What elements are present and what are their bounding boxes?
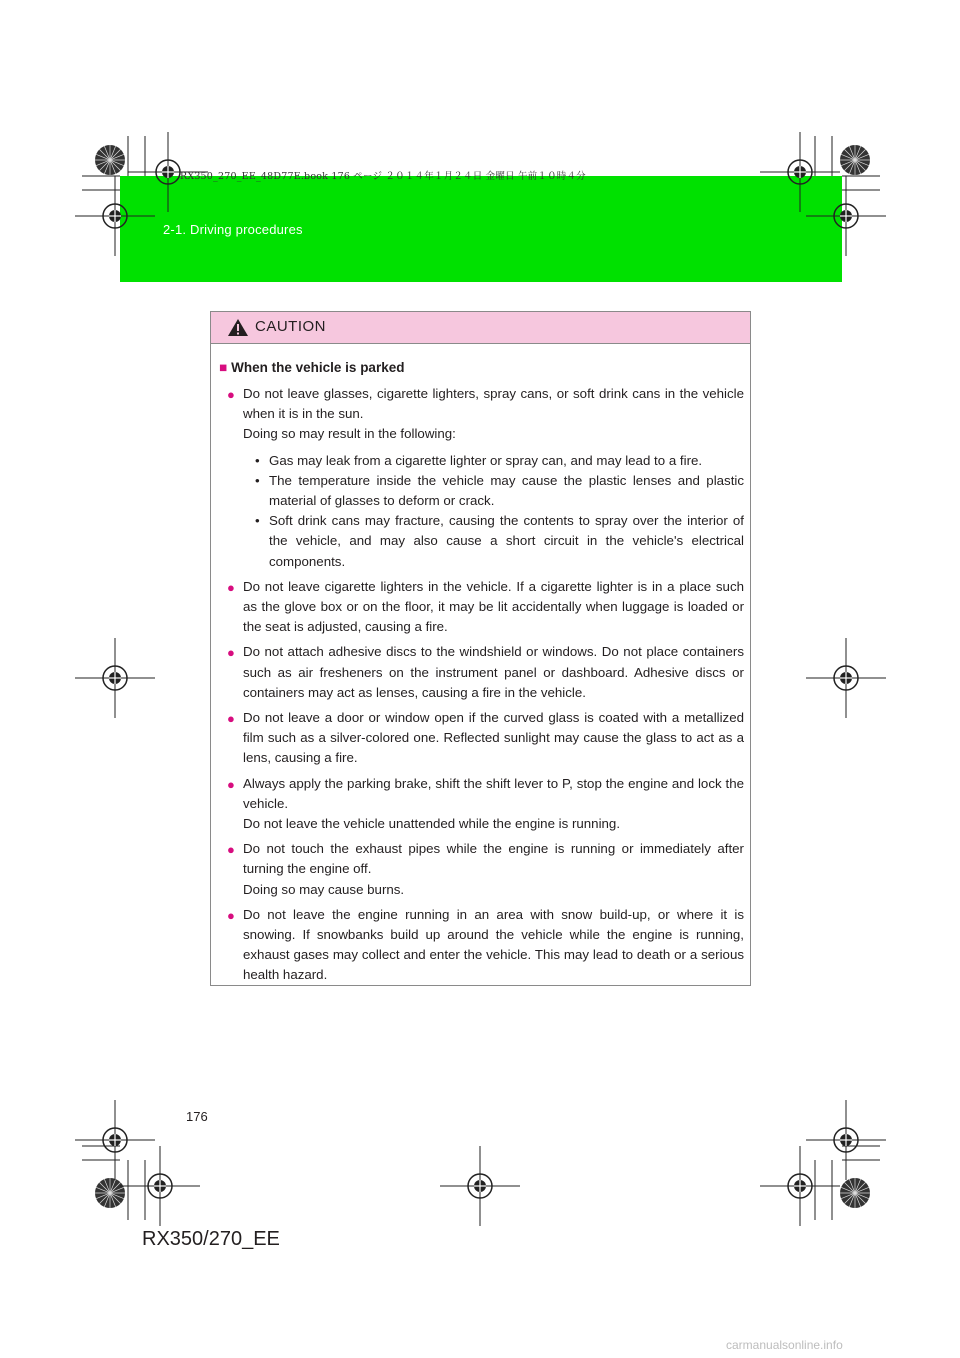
circle-bullet-icon: ● xyxy=(227,776,235,792)
caution-item-text: Do not leave the engine running in an area with snow build-up, or where it is snowing. If snowbanks build up around the vehicle while the engine is running, exhaust gases may collect and enter the vehicle. This may lead to death or a serious health hazard. xyxy=(243,906,744,983)
circle-bullet-icon: ● xyxy=(227,711,235,727)
registration-mark-icon xyxy=(75,176,155,256)
sunburst-mark-icon xyxy=(840,1178,870,1208)
model-code: RX350/270_EE xyxy=(142,1228,280,1250)
registration-mark-icon xyxy=(120,1146,200,1226)
caution-topic-text: When the vehicle is parked xyxy=(231,360,405,375)
registration-mark-icon xyxy=(75,638,155,718)
registration-mark-icon xyxy=(806,638,886,718)
caution-box xyxy=(210,311,751,986)
page-number: 176 xyxy=(186,1109,208,1124)
caution-topic xyxy=(219,358,744,378)
sunburst-mark-icon xyxy=(95,145,125,175)
caution-item-text: Doing so may result in the following: xyxy=(243,426,456,442)
caution-subitem: • The temperature inside the vehicle may cause the plastic lenses and plastic material of glasses to deform or crack. xyxy=(255,471,744,511)
caution-item-text: Do not leave the vehicle unattended while the engine is running. xyxy=(243,816,621,832)
caution-item-text: Do not leave a door or window open if the curved glass is coated with a metallized film such as a silver-colored one. Reflected sunlight may cause the glass to act as a lens, causing a fire. xyxy=(243,710,744,766)
caution-item xyxy=(217,905,744,986)
caution-subitem: • Gas may leak from a cigarette lighter or spray can, and may lead to a fire. xyxy=(255,451,744,471)
registration-mark-icon xyxy=(128,132,208,212)
caution-item xyxy=(217,839,744,900)
caution-label: CAUTION xyxy=(255,318,326,335)
caution-item xyxy=(217,642,744,703)
print-stamp: RX350_270_EE_48D77E.book 176 ページ ２０１４年１月２４日 金曜日 午前１０時４分 xyxy=(180,171,586,182)
circle-bullet-icon: ● xyxy=(227,645,235,661)
section-title: 2-1. Driving procedures xyxy=(163,222,303,237)
caution-item xyxy=(217,708,744,769)
registration-mark-icon xyxy=(760,1146,840,1226)
caution-item xyxy=(217,577,744,638)
sunburst-mark-icon xyxy=(95,1178,125,1208)
caution-subitem: • Soft drink cans may fracture, causing the contents to spray over the interior of the vehicle, and may also cause a short circuit in the vehicle's electrical components. xyxy=(255,511,744,572)
caution-subitems xyxy=(243,451,744,572)
watermark: carmanualsonline.info xyxy=(726,1338,843,1352)
caution-item-text: Always apply the parking brake, shift the shift lever to P, stop the engine and lock the vehicle. xyxy=(243,775,744,811)
caution-item xyxy=(217,384,744,572)
registration-mark-icon xyxy=(760,132,840,212)
caution-item-text: Do not attach adhesive discs to the windshield or windows. Do not place containers such as air fresheners on the instrument panel or dashboard. Adhesive discs or containers may act as lenses, causing a fire in the vehicle. xyxy=(243,644,744,700)
circle-bullet-icon: ● xyxy=(227,387,235,402)
circle-bullet-icon: ● xyxy=(227,579,235,595)
circle-bullet-icon: ● xyxy=(227,907,235,923)
caution-item-text: Do not touch the exhaust pipes while the engine is running or immediately after turning the engine off. xyxy=(243,841,744,877)
registration-mark-icon xyxy=(806,1100,886,1180)
square-bullet-icon: ■ xyxy=(219,360,228,375)
caution-body xyxy=(211,344,750,986)
caution-item-text: Do not leave cigarette lighters in the vehicle. If a cigarette lighter is in a place such as the glove box or on the floor, it may be lit accidentally when luggage is loaded or the seat is adjusted, causing a fire. xyxy=(243,578,744,635)
registration-mark-icon xyxy=(75,1100,155,1180)
caution-item xyxy=(217,774,744,835)
circle-bullet-icon: ● xyxy=(227,842,235,858)
sunburst-mark-icon xyxy=(840,145,870,175)
registration-mark-icon xyxy=(440,1146,520,1226)
registration-mark-icon xyxy=(806,176,886,256)
caution-item-text: Doing so may cause burns. xyxy=(243,881,405,897)
caution-header xyxy=(211,312,750,344)
warning-triangle-icon xyxy=(227,318,249,337)
caution-item-text: Do not leave glasses, cigarette lighters, spray cans, or soft drink cans in the vehicle when it is in the sun. xyxy=(243,386,744,422)
